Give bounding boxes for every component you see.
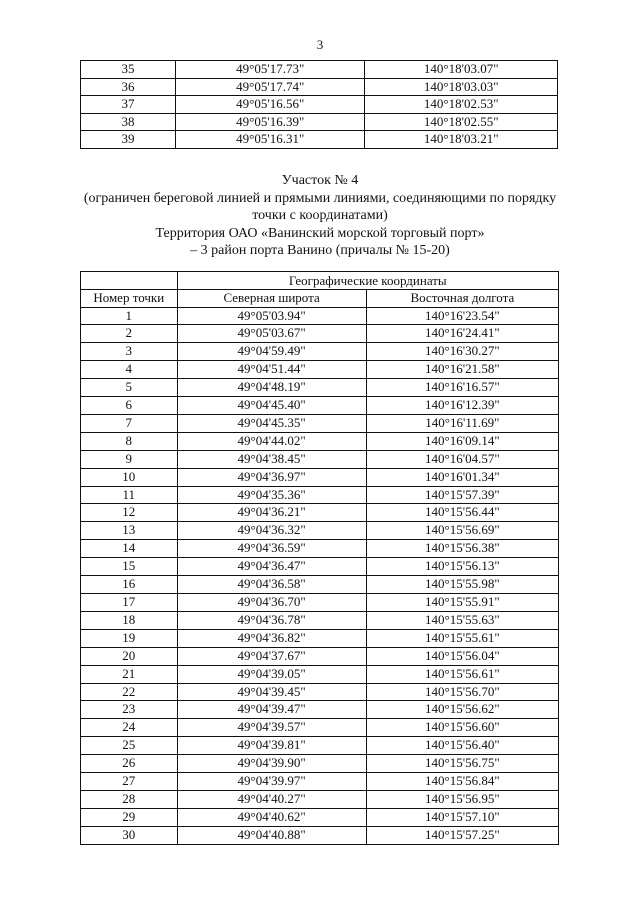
table-row bbox=[81, 78, 558, 96]
latitude-cell: 49°04'45.35" bbox=[177, 414, 366, 432]
latitude-cell: 49°04'40.62" bbox=[177, 808, 366, 826]
longitude-cell: 140°15'56.61" bbox=[366, 665, 558, 683]
latitude-cell: 49°04'48.19" bbox=[177, 379, 366, 397]
table-row bbox=[81, 96, 558, 114]
point-number-cell: 19 bbox=[81, 629, 178, 647]
point-number-cell: 15 bbox=[81, 558, 178, 576]
longitude-cell: 140°15'55.63" bbox=[366, 611, 558, 629]
table-row bbox=[81, 361, 559, 379]
table-row bbox=[81, 113, 558, 131]
longitude-cell: 140°15'56.75" bbox=[366, 755, 558, 773]
point-number-cell: 35 bbox=[81, 61, 176, 79]
point-number-cell: 4 bbox=[81, 361, 178, 379]
continued-coordinates-table bbox=[80, 60, 558, 149]
latitude-cell: 49°04'38.45" bbox=[177, 450, 366, 468]
latitude-cell: 49°05'03.94" bbox=[177, 307, 366, 325]
point-number-cell: 3 bbox=[81, 343, 178, 361]
latitude-cell: 49°04'40.88" bbox=[177, 826, 366, 844]
longitude-cell: 140°16'04.57" bbox=[366, 450, 558, 468]
table-row bbox=[81, 755, 559, 773]
table-row bbox=[81, 647, 559, 665]
latitude-cell: 49°04'39.90" bbox=[177, 755, 366, 773]
column-header-point-number: Номер точки bbox=[81, 290, 178, 308]
latitude-cell: 49°04'39.47" bbox=[177, 701, 366, 719]
point-number-cell: 10 bbox=[81, 468, 178, 486]
section-title: Участок № 4 bbox=[281, 173, 359, 188]
longitude-cell: 140°16'12.39" bbox=[366, 397, 558, 415]
table-row bbox=[81, 432, 559, 450]
table-row bbox=[81, 790, 559, 808]
longitude-cell: 140°15'56.44" bbox=[366, 504, 558, 522]
longitude-cell: 140°15'56.95" bbox=[366, 790, 558, 808]
territory-name: Территория ОАО «Ванинский морской торговый порт» bbox=[155, 225, 485, 241]
longitude-cell: 140°18'03.03" bbox=[365, 78, 558, 96]
longitude-cell: 140°16'16.57" bbox=[366, 379, 558, 397]
table-row bbox=[81, 486, 559, 504]
point-number-cell: 5 bbox=[81, 379, 178, 397]
point-number-cell: 22 bbox=[81, 683, 178, 701]
longitude-cell: 140°15'56.04" bbox=[366, 647, 558, 665]
table-row bbox=[81, 558, 559, 576]
latitude-cell: 49°04'36.78" bbox=[177, 611, 366, 629]
point-number-cell: 18 bbox=[81, 611, 178, 629]
latitude-cell: 49°05'17.73" bbox=[175, 61, 364, 79]
point-number-cell: 7 bbox=[81, 414, 178, 432]
longitude-cell: 140°16'01.34" bbox=[366, 468, 558, 486]
longitude-cell: 140°16'23.54" bbox=[366, 307, 558, 325]
table-row bbox=[81, 683, 559, 701]
latitude-cell: 49°04'36.58" bbox=[177, 576, 366, 594]
table-row bbox=[81, 629, 559, 647]
point-number-cell: 28 bbox=[81, 790, 178, 808]
latitude-cell: 49°04'40.27" bbox=[177, 790, 366, 808]
section-description-line-2: точки с координатами) bbox=[252, 208, 388, 223]
page-number: 3 bbox=[316, 37, 324, 52]
table-row bbox=[81, 576, 559, 594]
latitude-cell: 49°05'03.67" bbox=[177, 325, 366, 343]
table-row bbox=[81, 737, 559, 755]
table-row bbox=[81, 379, 559, 397]
table-row bbox=[81, 719, 559, 737]
latitude-cell: 49°04'51.44" bbox=[177, 361, 366, 379]
table-row bbox=[81, 468, 559, 486]
table-row bbox=[81, 611, 559, 629]
latitude-cell: 49°04'59.49" bbox=[177, 343, 366, 361]
table-row bbox=[81, 450, 559, 468]
longitude-cell: 140°15'56.84" bbox=[366, 773, 558, 791]
table-row bbox=[81, 61, 558, 79]
table-row bbox=[81, 325, 559, 343]
longitude-cell: 140°15'56.38" bbox=[366, 540, 558, 558]
point-number-cell: 27 bbox=[81, 773, 178, 791]
point-number-cell: 2 bbox=[81, 325, 178, 343]
continued-coordinates-body bbox=[81, 61, 558, 149]
table-row bbox=[81, 773, 559, 791]
table-row bbox=[81, 826, 559, 844]
latitude-cell: 49°04'45.40" bbox=[177, 397, 366, 415]
coordinates-body bbox=[81, 307, 559, 844]
table-row bbox=[81, 131, 558, 149]
table-row bbox=[81, 504, 559, 522]
point-number-cell: 6 bbox=[81, 397, 178, 415]
point-number-cell: 24 bbox=[81, 719, 178, 737]
latitude-cell: 49°05'16.31" bbox=[175, 131, 364, 149]
point-number-cell: 25 bbox=[81, 737, 178, 755]
longitude-cell: 140°15'57.25" bbox=[366, 826, 558, 844]
empty-header-cell bbox=[81, 272, 178, 290]
table-row bbox=[81, 594, 559, 612]
longitude-cell: 140°15'57.10" bbox=[366, 808, 558, 826]
latitude-cell: 49°04'44.02" bbox=[177, 432, 366, 450]
table-row bbox=[81, 414, 559, 432]
longitude-cell: 140°15'55.98" bbox=[366, 576, 558, 594]
longitude-cell: 140°16'11.69" bbox=[366, 414, 558, 432]
latitude-cell: 49°05'17.74" bbox=[175, 78, 364, 96]
latitude-cell: 49°04'36.82" bbox=[177, 629, 366, 647]
latitude-cell: 49°04'36.97" bbox=[177, 468, 366, 486]
table-row bbox=[81, 540, 559, 558]
section-description-line-1: (ограничен береговой линией и прямыми линиями, соединяющими по порядку bbox=[83, 190, 557, 206]
longitude-cell: 140°15'56.60" bbox=[366, 719, 558, 737]
latitude-cell: 49°04'36.47" bbox=[177, 558, 366, 576]
longitude-cell: 140°18'02.55" bbox=[365, 113, 558, 131]
point-number-cell: 20 bbox=[81, 647, 178, 665]
latitude-cell: 49°04'36.59" bbox=[177, 540, 366, 558]
column-header-north-latitude: Северная широта bbox=[177, 290, 366, 308]
latitude-cell: 49°04'36.70" bbox=[177, 594, 366, 612]
table-row bbox=[81, 343, 559, 361]
longitude-cell: 140°15'56.70" bbox=[366, 683, 558, 701]
point-number-cell: 12 bbox=[81, 504, 178, 522]
latitude-cell: 49°05'16.39" bbox=[175, 113, 364, 131]
longitude-cell: 140°16'21.58" bbox=[366, 361, 558, 379]
longitude-cell: 140°15'56.62" bbox=[366, 701, 558, 719]
longitude-cell: 140°15'57.39" bbox=[366, 486, 558, 504]
point-number-cell: 26 bbox=[81, 755, 178, 773]
point-number-cell: 30 bbox=[81, 826, 178, 844]
port-district: – 3 район порта Ванино (причалы № 15-20) bbox=[190, 243, 450, 258]
point-number-cell: 1 bbox=[81, 307, 178, 325]
latitude-cell: 49°04'39.81" bbox=[177, 737, 366, 755]
latitude-cell: 49°04'39.97" bbox=[177, 773, 366, 791]
point-number-cell: 36 bbox=[81, 78, 176, 96]
point-number-cell: 39 bbox=[81, 131, 176, 149]
latitude-cell: 49°04'39.57" bbox=[177, 719, 366, 737]
table-row bbox=[81, 808, 559, 826]
point-number-cell: 37 bbox=[81, 96, 176, 114]
longitude-cell: 140°15'55.91" bbox=[366, 594, 558, 612]
latitude-cell: 49°04'35.36" bbox=[177, 486, 366, 504]
longitude-cell: 140°18'02.53" bbox=[365, 96, 558, 114]
table-row bbox=[81, 307, 559, 325]
point-number-cell: 23 bbox=[81, 701, 178, 719]
table-row bbox=[81, 397, 559, 415]
section-heading bbox=[40, 172, 600, 260]
longitude-cell: 140°16'09.14" bbox=[366, 432, 558, 450]
longitude-cell: 140°15'56.69" bbox=[366, 522, 558, 540]
point-number-cell: 11 bbox=[81, 486, 178, 504]
table-row bbox=[81, 522, 559, 540]
point-number-cell: 29 bbox=[81, 808, 178, 826]
geographic-coordinates-header: Географические координаты bbox=[177, 272, 558, 290]
column-header-east-longitude: Восточная долгота bbox=[366, 290, 558, 308]
latitude-cell: 49°05'16.56" bbox=[175, 96, 364, 114]
point-number-cell: 38 bbox=[81, 113, 176, 131]
longitude-cell: 140°18'03.21" bbox=[365, 131, 558, 149]
longitude-cell: 140°18'03.07" bbox=[365, 61, 558, 79]
longitude-cell: 140°16'30.27" bbox=[366, 343, 558, 361]
point-number-cell: 17 bbox=[81, 594, 178, 612]
latitude-cell: 49°04'36.32" bbox=[177, 522, 366, 540]
point-number-cell: 14 bbox=[81, 540, 178, 558]
longitude-cell: 140°15'56.40" bbox=[366, 737, 558, 755]
latitude-cell: 49°04'39.05" bbox=[177, 665, 366, 683]
latitude-cell: 49°04'37.67" bbox=[177, 647, 366, 665]
point-number-cell: 9 bbox=[81, 450, 178, 468]
longitude-cell: 140°16'24.41" bbox=[366, 325, 558, 343]
table-row bbox=[81, 701, 559, 719]
longitude-cell: 140°15'56.13" bbox=[366, 558, 558, 576]
longitude-cell: 140°15'55.61" bbox=[366, 629, 558, 647]
latitude-cell: 49°04'36.21" bbox=[177, 504, 366, 522]
point-number-cell: 16 bbox=[81, 576, 178, 594]
coordinates-table bbox=[80, 271, 559, 845]
latitude-cell: 49°04'39.45" bbox=[177, 683, 366, 701]
table-row bbox=[81, 665, 559, 683]
point-number-cell: 8 bbox=[81, 432, 178, 450]
point-number-cell: 13 bbox=[81, 522, 178, 540]
point-number-cell: 21 bbox=[81, 665, 178, 683]
